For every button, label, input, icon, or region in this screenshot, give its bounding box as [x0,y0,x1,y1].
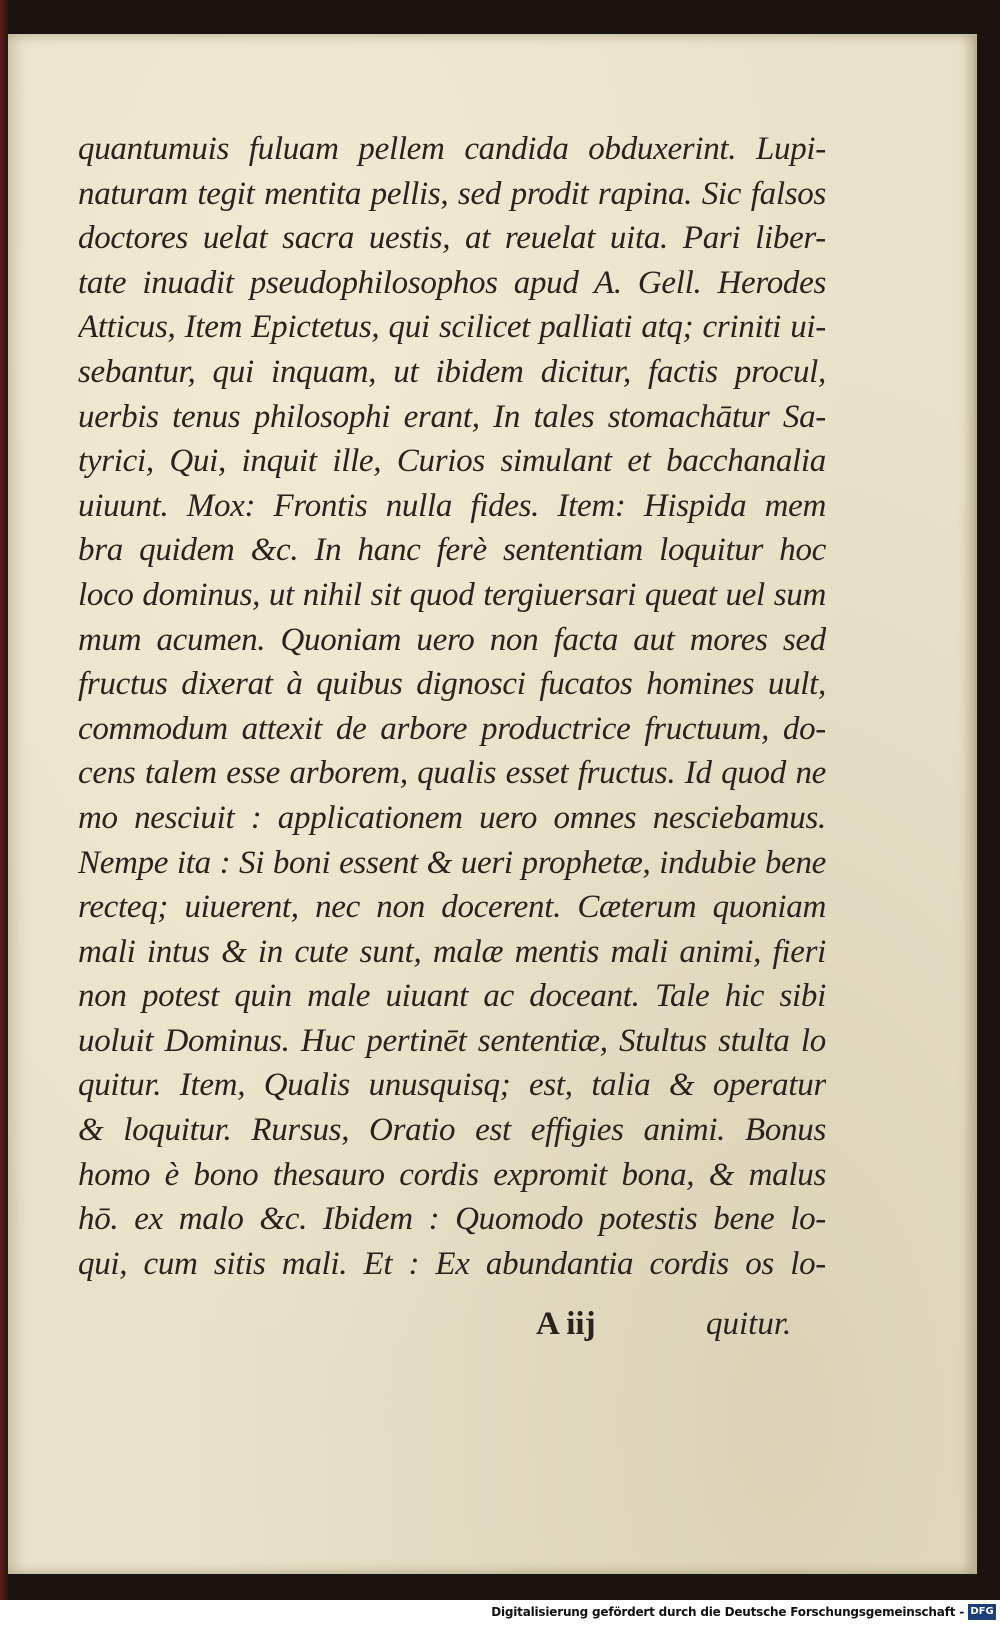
text-line: qui, cum sitis mali. Et : Ex abundantia cordis os lo- [78,1245,826,1282]
text-line: quantumuis fuluam pellem candida obduxerint. Lupi- [78,131,826,167]
text-line: sebantur, qui inquam, ut ibidem dicitur, factis procul, [78,353,826,390]
text-line: quitur. Item, Qualis unusquisq; est, talia & operatur [78,1067,826,1104]
text-line: recteq; uiuerent, nec non docerent. Cæterum quoniam [78,889,826,926]
text-line: doctores uelat sacra uestis, at reuelat uita. Pari liber- [78,220,826,257]
text-line: loco dominus, ut nihil sit quod tergiuersari queat uel sum [78,576,826,613]
book-edge [0,0,8,1600]
text-line: mo nesciuit : applicationem uero omnes nesciebamus. [78,799,826,836]
text-line: non potest quin male uiuant ac doceant. Tale hic sibi [78,978,826,1015]
text-line: naturam tegit mentita pellis, sed prodit rapina. Sic falsos [78,175,826,212]
text-line: uiuunt. Mox: Frontis nulla fides. Item: Hispida mem [78,487,826,524]
page-text [78,127,826,1286]
signature-mark: A iij [536,1306,596,1342]
text-line: homo è bono thesauro cordis expromit bona, & malus [78,1156,826,1193]
text-line: mali intus & in cute sunt, malæ mentis mali animi, fieri [78,933,826,970]
text-line: uoluit Dominus. Huc pertinēt sententiæ, Stultus stulta lo [78,1022,826,1059]
digitization-credit-bar [0,1600,1000,1625]
text-line: uerbis tenus philosophi erant, In tales stomachātur Sa- [78,398,826,435]
text-line: mum acumen. Quoniam uero non facta aut mores sed [78,621,826,658]
text-line: commodum attexit de arbore productrice fructuum, do- [78,710,826,747]
text-line: Atticus, Item Epictetus, qui scilicet palliati atq; criniti ui- [78,309,826,346]
text-line: hō. ex malo &c. Ibidem : Quomodo potestis bene lo- [78,1201,826,1238]
digitization-credit: Digitalisierung gefördert durch die Deutsche Forschungsgemeinschaft - [491,1605,964,1619]
book-page [8,34,977,1574]
text-line: bra quidem &c. In hanc ferè sententiam loquitur hoc [78,532,826,569]
text-line: Nempe ita : Si boni essent & ueri prophetæ, indubie bene [78,844,826,881]
text-line: & loquitur. Rursus, Oratio est effigies animi. Bonus [78,1112,826,1149]
catchword: quitur. [706,1306,792,1342]
text-line: fructus dixerat à quibus dignosci fucatos homines uult, [78,666,826,703]
dfg-logo: DFG [968,1604,996,1620]
text-line: cens talem esse arborem, qualis esset fructus. Id quod ne [78,755,826,792]
text-line: tyrici, Qui, inquit ille, Curios simulant et bacchanalia [78,443,826,480]
text-line: tate inuadit pseudophilosophos apud A. Gell. Herodes [78,264,826,301]
